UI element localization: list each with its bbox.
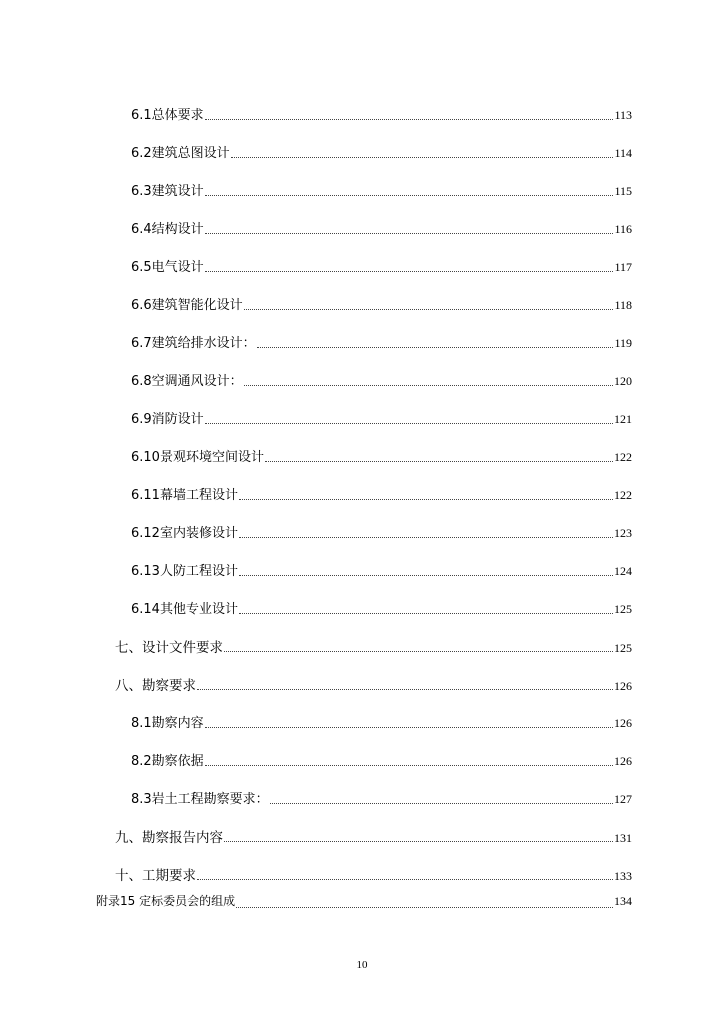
toc-entry [131, 408, 632, 428]
toc-entry [131, 712, 632, 732]
toc-entry [131, 332, 632, 352]
toc-entry-page: 114 [614, 146, 632, 160]
toc-entry-page: 121 [614, 412, 632, 426]
toc-entry-label: 6.1总体要求 [131, 108, 204, 123]
toc-entry-label: 6.11幕墙工程设计 [131, 488, 238, 503]
toc-entry-page: 125 [614, 641, 632, 655]
toc-entry-label: 6.3建筑设计 [131, 184, 204, 199]
toc-entry-label: 6.5电气设计 [131, 260, 204, 275]
toc-dot-leader [205, 727, 613, 728]
toc-dot-leader [205, 233, 614, 234]
toc-entry-label: 6.8空调通风设计： [131, 374, 243, 389]
toc-dot-leader [205, 423, 613, 424]
toc-entry [131, 788, 632, 808]
toc-entry [131, 142, 632, 162]
toc-entry-page: 124 [614, 564, 632, 578]
toc-entry [131, 598, 632, 618]
toc-entry [131, 484, 632, 504]
toc-entry [131, 370, 632, 390]
toc-entry-page: 117 [614, 260, 632, 274]
toc-dot-leader [224, 651, 613, 652]
toc-entry [131, 522, 632, 542]
toc-entry-label: 九、勘察报告内容 [115, 830, 223, 846]
toc-dot-leader [197, 689, 613, 690]
toc-entry-label: 附录15 定标委员会的组成 [96, 894, 236, 908]
toc-entry [131, 560, 632, 580]
toc-entry [131, 294, 632, 314]
toc-dot-leader [236, 907, 613, 908]
toc-entry-page: 116 [614, 222, 632, 236]
toc-dot-leader [205, 119, 614, 120]
toc-chapter-entry [115, 636, 632, 656]
toc-entry-label: 8.2勘察依据 [131, 754, 204, 769]
toc-chapter-entry [115, 826, 632, 846]
toc-entry-label: 8.3岩土工程勘察要求： [131, 792, 269, 807]
toc-entry-label: 6.7建筑给排水设计： [131, 336, 256, 351]
toc-dot-leader [205, 195, 614, 196]
toc-entry [131, 104, 632, 124]
toc-dot-leader [239, 613, 613, 614]
toc-dot-leader [224, 841, 613, 842]
toc-entry-page: 125 [614, 602, 632, 616]
toc-entry-page: 122 [614, 488, 632, 502]
toc-entry-label: 6.2建筑总图设计 [131, 146, 230, 161]
toc-appendix-entry [96, 892, 632, 912]
toc-entry-page: 120 [614, 374, 632, 388]
toc-chapter-entry [115, 864, 632, 884]
toc-chapter-entry [115, 674, 632, 694]
toc-entry-page: 126 [614, 754, 632, 768]
toc-dot-leader [265, 461, 613, 462]
toc-entry-page: 118 [614, 298, 632, 312]
toc-entry-page: 123 [614, 526, 632, 540]
toc-dot-leader [205, 765, 613, 766]
toc-dot-leader [197, 879, 613, 880]
toc-dot-leader [270, 803, 613, 804]
toc-entry-page: 122 [614, 450, 632, 464]
toc-entry-page: 119 [614, 336, 632, 350]
toc-entry-page: 115 [614, 184, 632, 198]
toc-entry-label: 十、工期要求 [115, 868, 196, 884]
toc-dot-leader [205, 271, 614, 272]
toc-entry-page: 126 [614, 716, 632, 730]
toc-entry-label: 6.12室内装修设计 [131, 526, 238, 541]
toc-entry-label: 6.14其他专业设计 [131, 602, 238, 617]
toc-entry-page: 127 [614, 792, 632, 806]
toc-entry-page: 131 [614, 831, 632, 845]
toc-entry [131, 180, 632, 200]
toc-entry-label: 6.9消防设计 [131, 412, 204, 427]
toc-entry [131, 446, 632, 466]
toc-dot-leader [244, 385, 613, 386]
page-number: 10 [356, 959, 368, 971]
toc-dot-leader [231, 157, 614, 158]
toc-entry [131, 750, 632, 770]
toc-entry-page: 126 [614, 679, 632, 693]
toc-entry-label: 七、设计文件要求 [115, 640, 223, 656]
toc-entry-page: 113 [614, 108, 632, 122]
toc-entry-page: 133 [614, 869, 632, 883]
toc-entry-label: 6.10景观环境空间设计 [131, 450, 264, 465]
toc-dot-leader [239, 575, 613, 576]
toc-entry-label: 6.6建筑智能化设计 [131, 298, 243, 313]
toc-dot-leader [257, 347, 614, 348]
toc-entry-label: 八、勘察要求 [115, 678, 196, 694]
toc-entry [131, 218, 632, 238]
toc-dot-leader [239, 499, 613, 500]
toc-entry-label: 6.4结构设计 [131, 222, 204, 237]
toc-dot-leader [239, 537, 613, 538]
toc-entry-label: 8.1勘察内容 [131, 716, 204, 731]
toc-entry-label: 6.13人防工程设计 [131, 564, 238, 579]
toc-entry-page: 134 [614, 894, 632, 908]
toc-dot-leader [244, 309, 614, 310]
toc-entry [131, 256, 632, 276]
